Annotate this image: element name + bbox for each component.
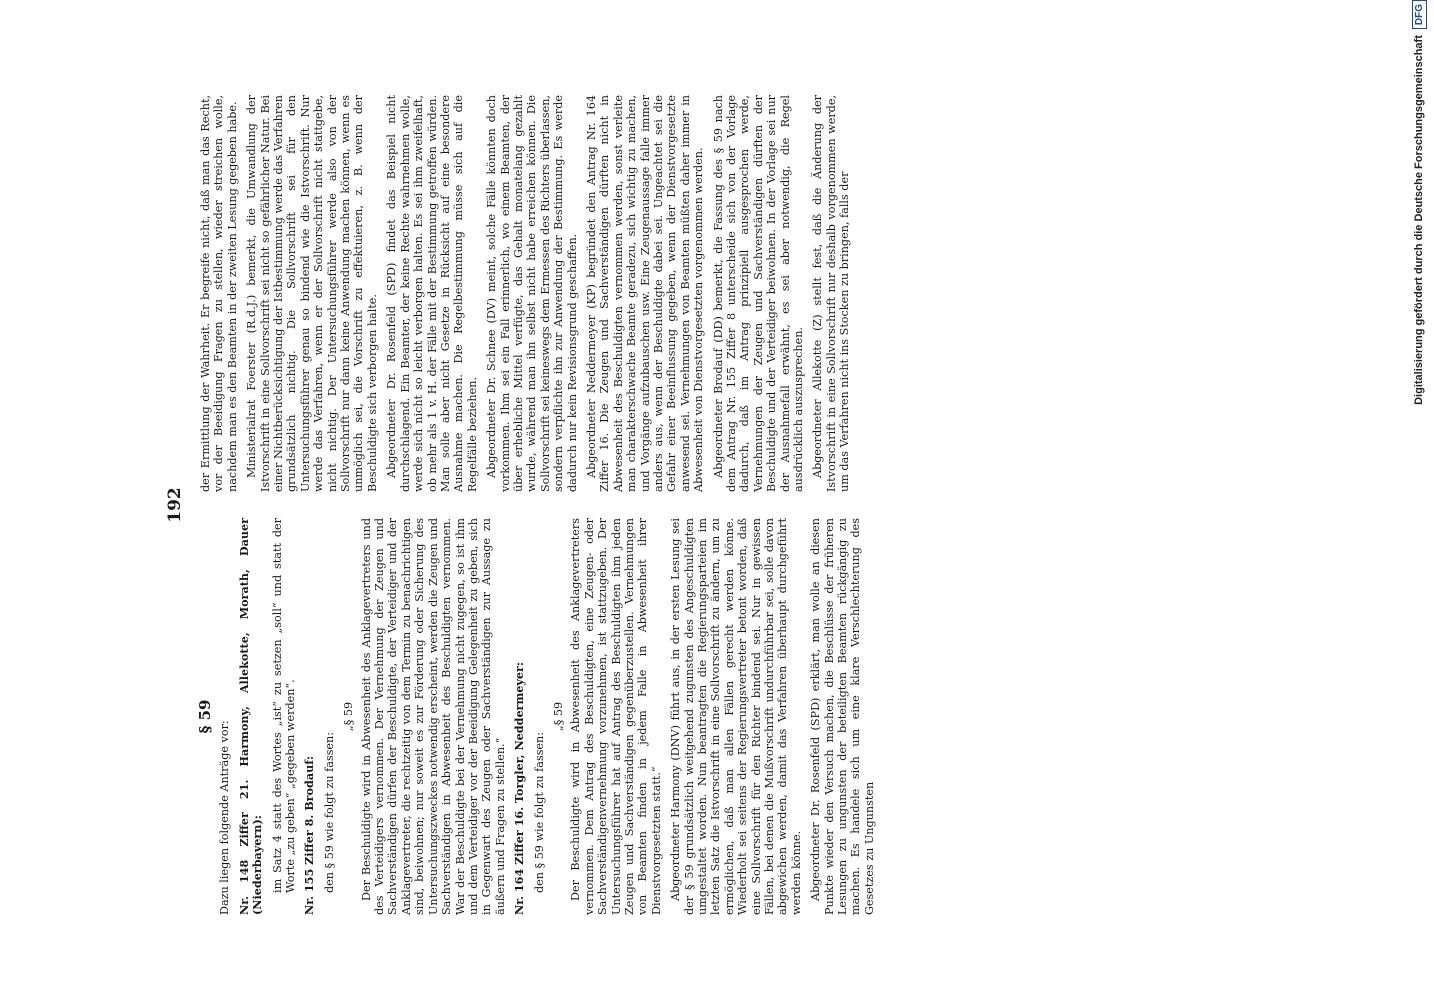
left-column	[196, 518, 882, 915]
scanned-page	[165, 95, 1215, 915]
paragraph-brodauf: Abgeordneter Brodauf (DD) bemerkt, die Fassung des § 59 nach dem Antrag Nr. 155 Ziffer 8 unterscheide sich von der Vorlage dadurch, daß im Antrag prinzipiell ausgesprochen werde, Vernehmungen der Zeugen und Sachverständigen dürften der Beschuldigte und der Verteidiger beiwohnen. In der Vorlage sei nur der Ausnahmefall erwähnt, es sei aber notwendig, die Regel ausdrücklich auszusprechen.	[711, 95, 806, 492]
digitization-credit-strip	[1404, 0, 1434, 1000]
right-column	[199, 95, 882, 492]
paragraph-allekotte: Abgeordneter Allekotte (Z) stellt fest, daß die Änderung der Istvorschrift in eine Sollvorschrift nur deshalb vorgenommen werde, um das Verfahren nicht ins Stocken zu bringen, falls der	[811, 95, 852, 492]
quote-heading-1: „§ 59	[342, 701, 356, 732]
paragraph-rosenfeld-2: Abgeordneter Dr. Rosenfeld (SPD) findet das Beispiel nicht durchschlagend. Ein Beamter, der keine Rechte wahrnehmen wolle, werde sich nicht so leicht verborgen halten. Es sei ihm zweifelhaft, ob mehr als 1 v. H. der Fälle mit der Bestimmung getroffen würden. Man solle aber nicht Gesetze in Rücksicht auf eine besondere Ausnahme machen. Die Regelbestimmung müsse sich auf die Regelfälle beziehen.	[385, 95, 479, 492]
paragraph-rosenfeld: Abgeordneter Dr. Rosenfeld (SPD) erklärt, man wolle an diesen Punkte wieder den Versuch machen, die Beschlüsse der früheren Lesungen zu ungunsten der beteiligten Beamten rückgängig zu machen. Es handele sich um eine klare Verschlechterung des Gesetzes zu Ungunsten	[809, 518, 876, 915]
paragraph-neddermeyer: Abgeordneter Neddermeyer (KP) begründet den Antrag Nr. 164 Ziffer 16. Die Zeugen und Sachverständigen dürften nicht in Abwesenheit des Beschuldigten vernommen werden, sonst verleite man charakterschwache Beamte geradezu, sich wichtig zu machen, und Vorgänge aufzubauschen usw. Eine Zeugenaussage falle immer anders aus, wenn der Beschuldigte dabei sei. Ungeachtet sei die Gefahr einer Beeinflussung gegeben, wenn der Dienstvorgesetzte anwesend sei. Vernehmungen von Beamten müßten daher immer in Abwesenheit von Dienstvorgesetzten vorgenommen werden.	[584, 95, 706, 492]
paragraph-continuation: der Ermittlung der Wahrheit. Er begreife nicht, daß man das Recht, vor der Beeidigung Fragen zu stellen, wieder streichen wolle, nachdem man es den Beamten in der zweiten Lesung gegeben habe.	[199, 95, 239, 492]
motion-148-heading: Nr. 148 Ziffer 21. Harmony, Allekotte, Morath, Dauer (Niederbayern):	[236, 518, 265, 915]
digitization-credit	[1404, 0, 1434, 1000]
digitization-credit-rotator	[1404, 0, 1434, 1000]
motion-164-heading: Nr. 164 Ziffer 16. Torgler, Neddermeyer:	[512, 661, 527, 915]
digitization-credit-text: Digitalisierung gefördert durch die Deutsche Forschungsgemeinschaft	[1413, 35, 1425, 405]
paragraph-schnee: Abgeordneter Dr. Schnee (DV) meint, solche Fälle könnten doch vorkommen. Ihm sei ein Fall erinnerlich, wo einem Beamten, der über erhebliche Mittel verfügte, das Gehalt monatelang gezahlt wurde, während man ihn selbst nicht habe erreichen können. Die Sollvorschrift sei keineswegs dem Ermessen des Richters überlassen, sondern verpflichte ihn zur Anwendung der Bestimmung. Es werde dadurch nur kein Revisionsgrund geschaffen.	[485, 95, 579, 492]
page-number: 192	[165, 487, 185, 523]
paragraph-foerster: Ministerialrat Foerster (R.d.J.) bemerkt, die Umwandlung der Istvorschrift in eine Sollvorschrift sei nicht so gefährlicher Natur. Bei einer Nichtberücksichtigung der Istbestimmung werde das Verfahren grundsätzlich nichtig. Die Sollvorschrift sei für den Untersuchungsführer genau so bindend wie die Istvorschrift. Nur werde das Verfahren, wenn er der Sollvorschrift nicht stattgebe, nicht nichtig. Der Untersuchungsführer werde also von der Sollvorschrift nur dann keine Anwendung machen können, wenn es unmöglich sei, die Vorschrift zu effektuieren, z. B. wenn der Beschuldigte sich verborgen halte.	[245, 95, 379, 492]
motion-164-text: den § 59 wie folgt zu fassen:	[532, 731, 546, 893]
page-content-rotated	[165, 95, 1215, 915]
paragraph-harmony: Abgeordneter Harmony (DNV) führt aus, in der ersten Lesung sei der § 59 grundsätzlich weitgehend zugunsten des Angeschuldigten umgestaltet worden. Nun beantragten die Regierungsparteien im letzten Satz die Istvorschrift in eine Sollvorschrift zu ändern, um zu ermöglichen, daß man allen Fällen gerecht werden könne. Wiederholt sei seitens der Regierungsvertreter betont worden, daß eine Sollvorschrift für den Richter bindend sei. Nur in gewissen Fällen, bei denen die Mußvorschrift undurchführbar sei, solle davon abgewichen werden, damit das Verfahren überhaupt durchgeführt werden könne.	[669, 518, 803, 915]
text-columns	[196, 95, 882, 915]
motion-155-text: den § 59 wie folgt zu fassen:	[322, 731, 336, 893]
intro-text: Dazu liegen folgende Anträge vor:	[218, 720, 232, 915]
section-heading: § 59	[196, 699, 214, 734]
motion-148-text: im Satz 4 statt des Wortes „ist“ zu setzen „soll“ und statt der Worte „zu geben“ „gegeben werden“.	[270, 518, 298, 893]
quote-text-1: Der Beschuldigte wird in Abwesenheit des Anklagevertreters und des Verteidigers vernommen. Der Vernehmung der Zeugen und Sachverständigen dürfen der Beschuldigte, der Verteidiger und der Anklagevertreter, die rechtzeitig von dem Termin zu benachrichtigen sind, beiwohnen; nur soweit es zur Förderung oder Sicherung des Untersuchungszweckes notwendig erscheint, werden die Zeugen und Sachverständigen in Abwesenheit des Beschuldigten vernommen. War der Beschuldigte bei der Vernehmung nicht zugegen, so ist ihm und dem Verteidiger vor der Beeidigung Gelegenheit zu geben, sich in Gegenwart des Zeugen oder Sachverständigen zur Aussage zu äußern und Fragen zu stellen.“	[359, 518, 507, 915]
quote-text-2: Der Beschuldigte wird in Abwesenheit des Anklagevertreters vernommen. Dem Antrag des Beschuldigten, eine Zeugen- oder Sachverständigenvernehmung vorzunehmen, ist stattzugeben. Der Untersuchungsführer hat auf Antrag des Beschuldigten ihm jeden Zeugen und Sachverständigen gegenüberzustellen. Vernehmungen von Beamten finden in jedem Falle in Abwesenheit ihrer Dienstvorgesetzten statt.“	[569, 518, 663, 915]
motion-155-heading: Nr. 155 Ziffer 8. Brodauf:	[302, 755, 317, 915]
dfg-logo: DFG	[1412, 0, 1427, 29]
quote-heading-2: „§ 59	[551, 701, 565, 732]
